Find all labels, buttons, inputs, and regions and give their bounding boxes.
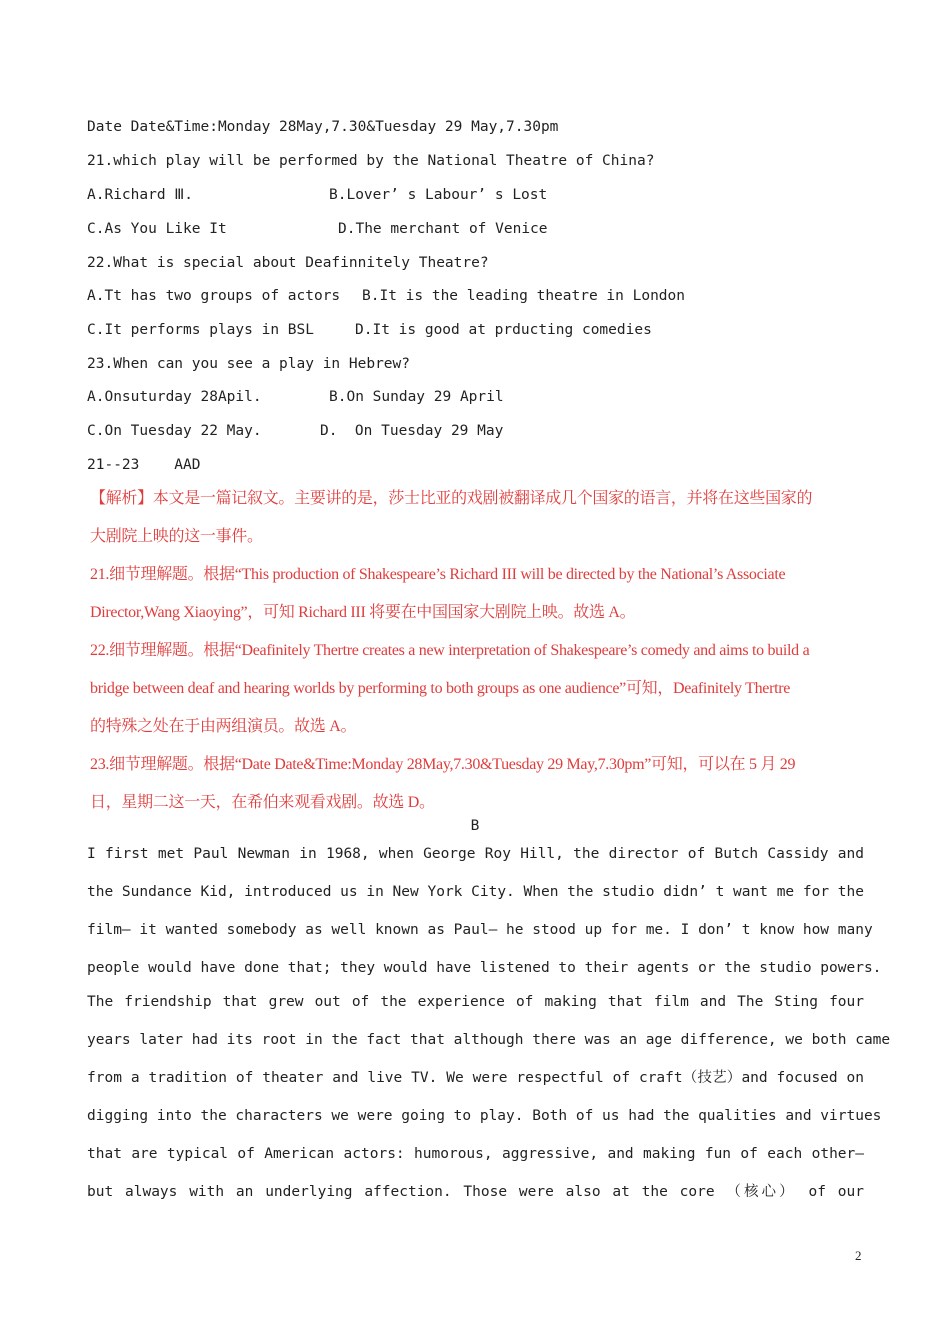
passage-line: years later had its root in the fact that although there was an age difference, we both came [87, 1032, 891, 1048]
question-23-option-a: A.Onsuturday 28Apil. [87, 389, 262, 405]
question-21-option-b: B.Lover’ s Labour’ s Lost [329, 187, 548, 203]
analysis-line: 【解析】本文是一篇记叙文。主要讲的是，莎士比亚的戏剧被翻译成几个国家的语言，并将在这些国家的 [90, 490, 813, 507]
passage-line: from a tradition of theater and live TV. We were respectful of craft（技艺）and focused on [87, 1070, 864, 1086]
question-21-stem: 21.which play will be performed by the National Theatre of China? [87, 153, 655, 169]
question-23-stem: 23.When can you see a play in Hebrew? [87, 356, 411, 372]
passage-line: The friendship that grew out of the experience of making that film and The Sting four [87, 994, 864, 1010]
passage-line: that are typical of American actors: humorous, aggressive, and making fun of each other— [87, 1146, 864, 1162]
analysis-line: 21.细节理解题。根据“This production of Shakespeare’s Richard III will be directed by the National’s Associate [90, 566, 786, 583]
passage-line: people would have done that; they would have listened to their agents or the studio powers. [87, 960, 882, 976]
answer-key: 21--23 AAD [87, 457, 201, 473]
analysis-line: 23.细节理解题。根据“Date Date&Time:Monday 28May,7.30&Tuesday 29 May,7.30pm”可知，可以在 5 月 29 [90, 756, 796, 773]
question-23-option-b: B.On Sunday 29 April [329, 389, 504, 405]
question-21-option-c: C.As You Like It [87, 221, 227, 237]
section-label: B [470, 818, 480, 834]
analysis-line: 日，星期二这一天，在希伯来观看戏剧。故选 D。 [90, 794, 435, 811]
question-21-option-d: D.The merchant of Venice [338, 221, 548, 237]
passage-line: digging into the characters we were going to play. Both of us had the qualities and virtues [87, 1108, 882, 1124]
question-22-stem: 22.What is special about Deafinnitely Theatre? [87, 255, 489, 271]
header-line: Date Date&Time:Monday 28May,7.30&Tuesday 29 May,7.30pm [87, 119, 559, 135]
analysis-line: Director,Wang Xiaoying”，可知 Richard III 将要在中国国家大剧院上映。故选 A。 [90, 604, 636, 621]
analysis-line: 的特殊之处在于由两组演员。故选 A。 [90, 718, 357, 735]
analysis-line: 22.细节理解题。根据“Deafinitely Thertre creates a new interpretation of Shakespeare’s comedy and aims to build a [90, 642, 810, 659]
analysis-line: bridge between deaf and hearing worlds by performing to both groups as one audience”可知，Deafinitely Thertre [90, 680, 791, 697]
question-23-option-c: C.On Tuesday 22 May. [87, 423, 262, 439]
passage-line: the Sundance Kid, introduced us in New York City. When the studio didn’ t want me for the [87, 884, 864, 900]
question-22-option-c: C.It performs plays in BSL [87, 322, 314, 338]
passage-line: I first met Paul Newman in 1968, when George Roy Hill, the director of Butch Cassidy and [87, 846, 864, 862]
page-number: 2 [855, 1248, 862, 1263]
passage-line: but always with an underlying affection. Those were also at the core （核心） of our [87, 1184, 864, 1200]
question-22-option-a: A.Tt has two groups of actors [87, 288, 341, 304]
question-22-option-d: D.It is good at prducting comedies [355, 322, 652, 338]
question-21-option-a: A.Richard Ⅲ. [87, 187, 194, 203]
question-23-option-d: D. On Tuesday 29 May [320, 423, 504, 439]
analysis-line: 大剧院上映的这一事件。 [90, 528, 263, 545]
passage-line: film— it wanted somebody as well known as Paul— he stood up for me. I don’ t know how many [87, 922, 873, 938]
question-22-option-b: B.It is the leading theatre in London [362, 288, 686, 304]
